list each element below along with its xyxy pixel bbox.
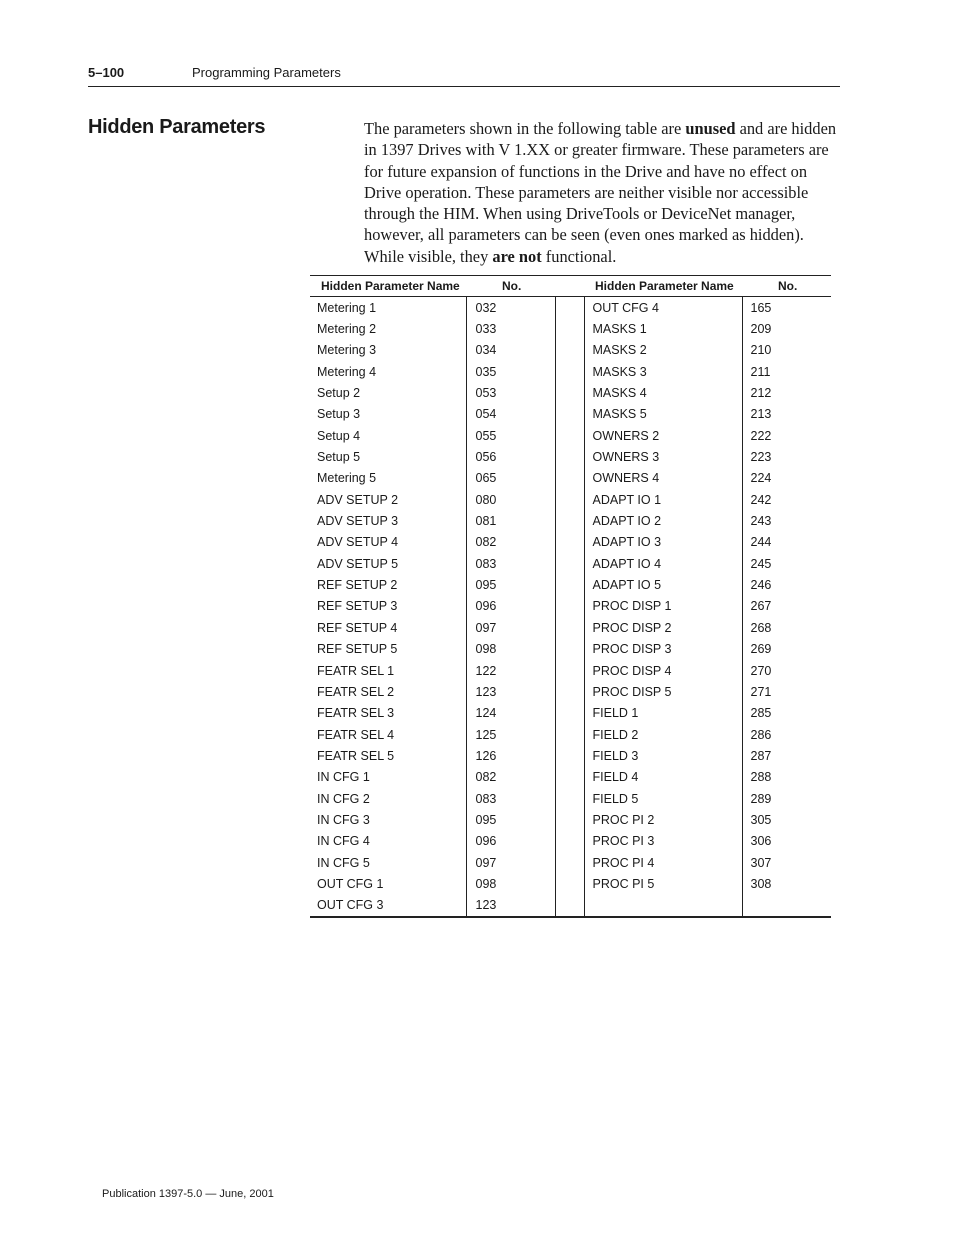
param-name-cell: IN CFG 1 [317,770,370,785]
intro-paragraph [364,118,840,267]
param-number-cell: 082 [466,532,555,553]
param-name-cell: ADV SETUP 5 [317,556,399,571]
column-gap-cell [555,382,584,403]
param-name-cell: OWNERS 3 [584,446,742,467]
param-name-cell: FIELD 2 [584,724,742,745]
param-number-cell: 124 [466,703,555,724]
param-number-cell: 081 [466,510,555,531]
column-gap-cell [555,318,584,339]
param-name-cell: IN CFG 3 [317,812,370,827]
param-number-cell: 223 [742,446,831,467]
param-number-cell: 095 [466,809,555,830]
param-number-cell: 035 [466,361,555,382]
param-number-cell: 289 [742,788,831,809]
param-number-cell: 034 [466,340,555,361]
param-number-cell: 123 [466,895,555,917]
table-row [310,425,831,446]
column-gap-cell [555,660,584,681]
param-number-cell [742,895,831,917]
param-number-cell: 212 [742,382,831,403]
table-row [310,596,831,617]
column-gap-cell [555,767,584,788]
column-gap-cell [555,553,584,574]
param-name-cell: PROC DISP 2 [584,617,742,638]
param-number-cell: 245 [742,553,831,574]
param-name-cell: FEATR SEL 2 [317,684,395,699]
header-no-right: No. [742,276,831,297]
column-gap-cell [555,425,584,446]
running-title: Programming Parameters [192,65,341,80]
intro-text-3: functional. [541,246,617,266]
param-name-cell: ADV SETUP 4 [317,535,399,550]
column-gap-cell [555,574,584,595]
table-row [310,873,831,894]
param-number-cell: 222 [742,425,831,446]
param-name-cell: OUT CFG 4 [584,297,742,319]
param-name-cell: Metering 4 [317,364,377,379]
param-name-cell: FIELD 1 [584,703,742,724]
param-name-cell: IN CFG 5 [317,855,370,870]
param-name-cell: Setup 5 [317,450,361,465]
table-body [310,297,831,917]
param-number-cell: 083 [466,788,555,809]
table-row [310,703,831,724]
param-number-cell: 246 [742,574,831,595]
param-name-cell: FIELD 5 [584,788,742,809]
table-row [310,489,831,510]
header-gap [555,276,584,297]
column-gap-cell [555,703,584,724]
param-name-cell: FEATR SEL 4 [317,727,395,742]
param-name-cell: PROC PI 2 [584,809,742,830]
param-number-cell: 242 [742,489,831,510]
param-name-cell: REF SETUP 2 [317,578,398,593]
table-row [310,852,831,873]
column-gap-cell [555,510,584,531]
param-number-cell: 097 [466,852,555,873]
param-number-cell: 286 [742,724,831,745]
column-gap-cell [555,489,584,510]
param-number-cell: 213 [742,404,831,425]
table-row [310,404,831,425]
param-name-cell: MASKS 4 [584,382,742,403]
param-name-cell: PROC PI 5 [584,873,742,894]
param-name-cell: PROC PI 4 [584,852,742,873]
param-name-cell: MASKS 3 [584,361,742,382]
param-name-cell: Setup 4 [317,428,361,443]
param-number-cell: 098 [466,639,555,660]
param-number-cell: 082 [466,767,555,788]
param-name-cell: FEATR SEL 5 [317,748,395,763]
param-name-cell: IN CFG 2 [317,791,370,806]
param-name-cell: ADV SETUP 3 [317,514,399,529]
table-row [310,724,831,745]
header-param-name-left: Hidden Parameter Name [310,276,466,297]
param-name-cell: ADV SETUP 2 [317,492,399,507]
param-name-cell: PROC DISP 5 [584,681,742,702]
param-name-cell: FIELD 3 [584,745,742,766]
param-number-cell: 055 [466,425,555,446]
param-number-cell: 224 [742,468,831,489]
table-row [310,831,831,852]
param-number-cell: 306 [742,831,831,852]
column-gap-cell [555,873,584,894]
param-number-cell: 307 [742,852,831,873]
table-row [310,767,831,788]
column-gap-cell [555,468,584,489]
param-number-cell: 097 [466,617,555,638]
header-no-left: No. [466,276,555,297]
table-row [310,574,831,595]
section-heading: Hidden Parameters [88,116,266,138]
param-number-cell: 269 [742,639,831,660]
param-name-cell: REF SETUP 5 [317,642,398,657]
table-row [310,468,831,489]
param-name-cell: ADAPT IO 2 [584,510,742,531]
param-number-cell: 210 [742,340,831,361]
column-gap-cell [555,831,584,852]
column-gap-cell [555,404,584,425]
param-name-cell: FEATR SEL 1 [317,663,395,678]
param-name-cell: ADAPT IO 1 [584,489,742,510]
column-gap-cell [555,639,584,660]
column-gap-cell [555,681,584,702]
param-name-cell: FEATR SEL 3 [317,706,395,721]
column-gap-cell [555,532,584,553]
param-number-cell: 125 [466,724,555,745]
column-gap-cell [555,724,584,745]
param-name-cell: Setup 3 [317,407,361,422]
param-number-cell: 211 [742,361,831,382]
table-row [310,639,831,660]
param-number-cell: 054 [466,404,555,425]
param-number-cell: 209 [742,318,831,339]
table-row [310,446,831,467]
table-row [310,318,831,339]
param-name-cell: MASKS 5 [584,404,742,425]
table-row [310,297,831,319]
table-row [310,340,831,361]
table-row [310,745,831,766]
column-gap-cell [555,809,584,830]
param-number-cell: 270 [742,660,831,681]
column-gap-cell [555,446,584,467]
table-row [310,553,831,574]
table-row [310,617,831,638]
param-number-cell: 095 [466,574,555,595]
intro-bold-unused: unused [685,119,736,138]
param-name-cell: Metering 2 [317,322,377,337]
param-number-cell: 122 [466,660,555,681]
param-number-cell: 056 [466,446,555,467]
column-gap-cell [555,297,584,319]
param-name-cell: REF SETUP 4 [317,620,398,635]
param-name-cell: PROC DISP 4 [584,660,742,681]
param-number-cell: 080 [466,489,555,510]
param-number-cell: 126 [466,745,555,766]
intro-text-2: and are hidden in 1397 Drives with V 1.XX or greater firmware. These parameters are for future expansion of functions in the Drive and have no effect on Drive operation. These parameters are neither visible nor accessible through the HIM. When using DriveTools or DeviceNet manager, however, all parameters can be seen (even ones marked as hidden). While visible, they [364,119,837,266]
table-row [310,681,831,702]
param-number-cell: 065 [466,468,555,489]
column-gap-cell [555,852,584,873]
hidden-parameters-table [310,275,831,918]
param-name-cell: PROC DISP 1 [584,596,742,617]
intro-bold-are-not: are not [492,246,542,266]
table-row [310,788,831,809]
table-row [310,510,831,531]
param-name-cell: Metering 5 [317,471,377,486]
param-name-cell: FIELD 4 [584,767,742,788]
param-name-cell: Metering 3 [317,343,377,358]
param-name-cell: OWNERS 4 [584,468,742,489]
param-number-cell: 096 [466,596,555,617]
page-number: 5–100 [88,65,125,80]
column-gap-cell [555,788,584,809]
param-number-cell: 053 [466,382,555,403]
column-gap-cell [555,361,584,382]
param-number-cell: 165 [742,297,831,319]
param-name-cell: PROC PI 3 [584,831,742,852]
column-gap-cell [555,617,584,638]
table-row [310,660,831,681]
table-row [310,895,831,917]
param-number-cell: 244 [742,532,831,553]
param-name-cell [584,895,742,917]
param-name-cell: ADAPT IO 5 [584,574,742,595]
param-number-cell: 285 [742,703,831,724]
param-name-cell: MASKS 1 [584,318,742,339]
param-number-cell: 033 [466,318,555,339]
intro-text-1: The parameters shown in the following table are [364,119,686,138]
param-number-cell: 083 [466,553,555,574]
table-row [310,361,831,382]
column-gap-cell [555,340,584,361]
table-row [310,382,831,403]
param-name-cell: REF SETUP 3 [317,599,398,614]
param-number-cell: 287 [742,745,831,766]
param-name-cell: OUT CFG 3 [310,895,466,917]
param-number-cell: 267 [742,596,831,617]
param-name-cell: OWNERS 2 [584,425,742,446]
param-number-cell: 305 [742,809,831,830]
param-number-cell: 096 [466,831,555,852]
param-number-cell: 288 [742,767,831,788]
param-number-cell: 268 [742,617,831,638]
table-row [310,809,831,830]
param-name-cell: MASKS 2 [584,340,742,361]
publication-footer: Publication 1397-5.0 — June, 2001 [102,1188,274,1200]
param-name-cell: PROC DISP 3 [584,639,742,660]
column-gap-cell [555,745,584,766]
param-number-cell: 123 [466,681,555,702]
param-name-cell: Metering 1 [317,300,377,315]
param-name-cell: OUT CFG 1 [317,876,384,891]
header-param-name-right: Hidden Parameter Name [584,276,742,297]
param-number-cell: 308 [742,873,831,894]
page-header [88,64,840,87]
table-header-row [310,276,831,297]
param-name-cell: ADAPT IO 3 [584,532,742,553]
param-number-cell: 032 [466,297,555,319]
param-number-cell: 098 [466,873,555,894]
column-gap-cell [555,596,584,617]
param-name-cell: ADAPT IO 4 [584,553,742,574]
column-gap-cell [555,895,584,917]
param-number-cell: 243 [742,510,831,531]
param-name-cell: Setup 2 [317,386,361,401]
param-name-cell: IN CFG 4 [317,834,370,849]
table-row [310,532,831,553]
param-number-cell: 271 [742,681,831,702]
